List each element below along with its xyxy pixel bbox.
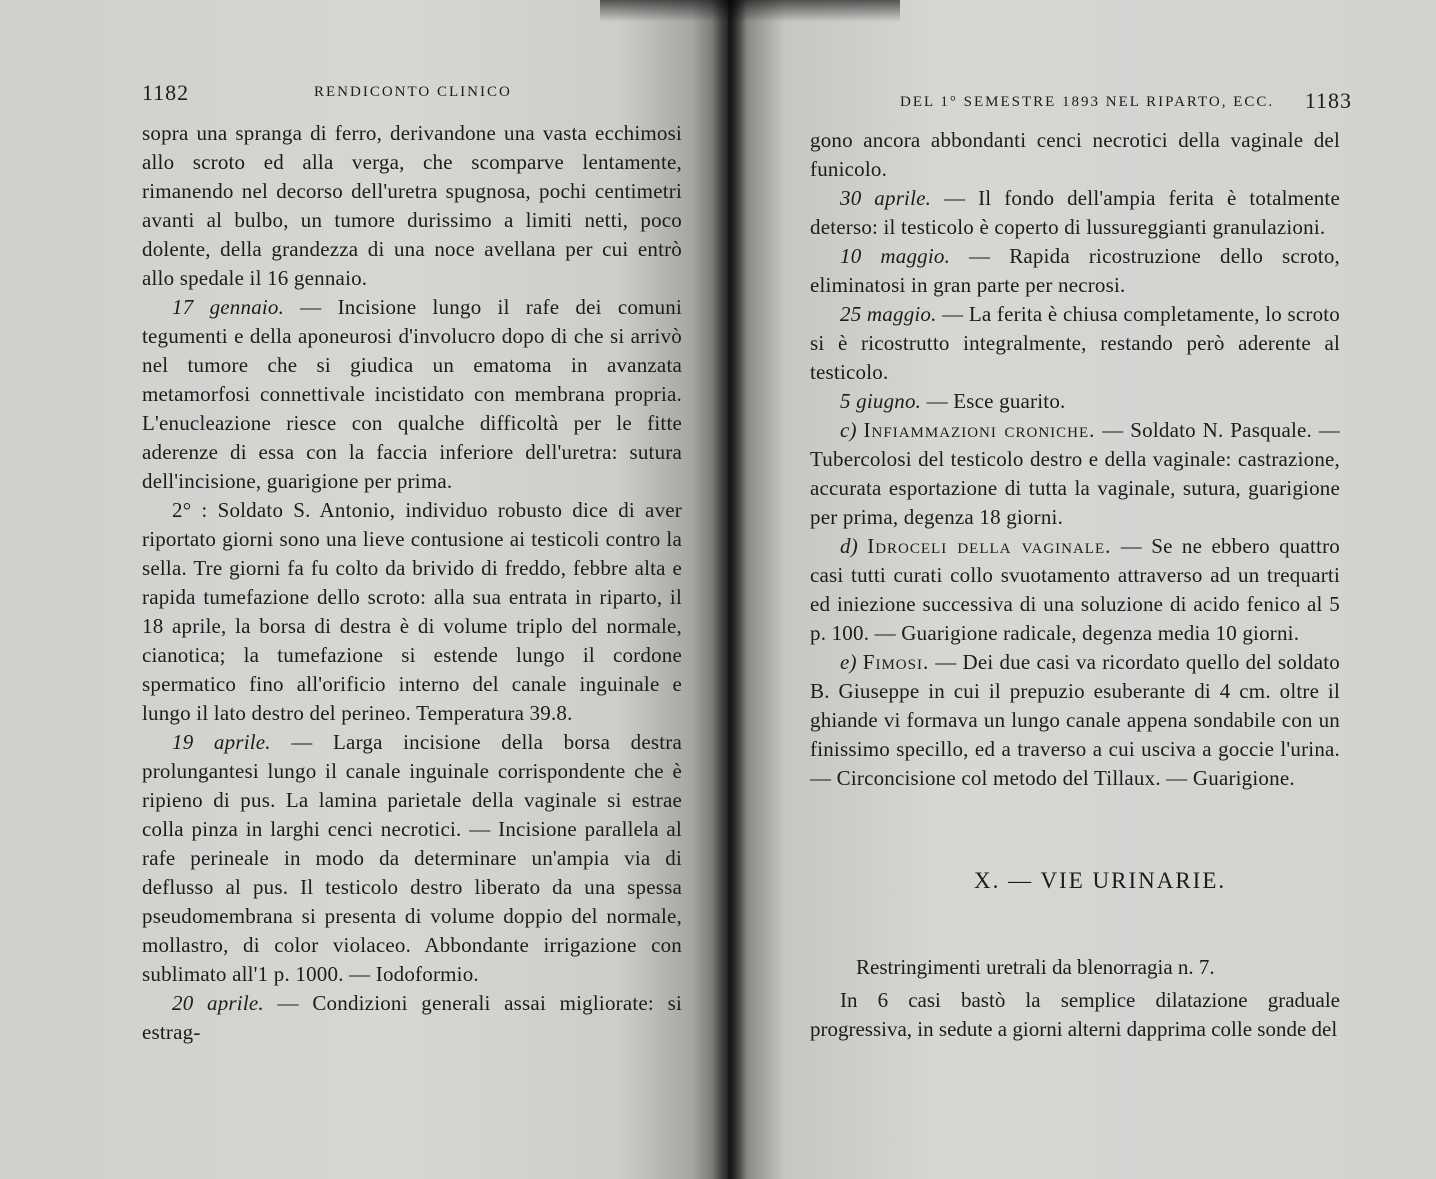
paragraph [810,648,1340,793]
paragraph [142,293,682,496]
paragraph [142,989,682,1047]
paragraph: 2° : Soldato S. Antonio, individuo robusto dice di aver riportato giorni sono una lieve contusione ai testicoli contro la sella. Tre giorni fa fu colto da brivido di freddo, febbre alta e rapida tumefazione dello scroto: alla sua entrata in riparto, il 18 aprile, la borsa di destra è di volume triplo del normale, cianotica; la tumefazione si estende lungo il cordone spermatico fino all'orificio interno del canale inguinale e lungo il lato destro del perineo. Temperatura 39.8. [142,498,682,725]
paragraph-text: — Condizioni generali assai migliorate: si estrag- [142,991,683,1044]
paragraph-text: — Esce guarito. [921,389,1066,413]
paragraph [810,300,1340,387]
item-letter: d) [840,534,858,558]
running-head: DEL 1° SEMESTRE 1893 NEL RIPARTO, ECC. [900,94,1275,110]
paragraph-text: — Il fondo dell'ampia ferita è totalmente deterso: il testicolo è coperto di lussureggianti granulazioni. [810,186,1340,239]
date-label: 30 aprile. [840,186,932,210]
date-label: 5 giugno. [840,389,922,413]
subheading: Restringimenti uretrali da blenorragia n. 7. [856,955,1215,979]
paragraph [810,416,1340,532]
paragraph-text: In 6 casi bastò la semplice dilatazione graduale progressiva, in sedute a giorni alterni dapprima colle sonde del [810,988,1340,1041]
paragraph-text: — Soldato N. Pasquale. — Tubercolosi del testicolo destro e della vaginale: castrazione, accurata esportazione di tutta la vaginale, sutura, guarigione per prima, degenza 18 giorni. [810,418,1341,529]
paragraph: gono ancora abbondanti cenci necrotici della vaginale del funicolo. [810,128,1340,181]
date-label: 19 aprile. [172,730,271,754]
page-number: 1182 [142,80,190,105]
paragraph [810,184,1340,242]
date-label: 17 gennaio. [172,295,285,319]
item-heading: Infiammazioni croniche. [863,418,1096,442]
page-number: 1183 [1304,88,1352,113]
left-body-text [142,119,682,1047]
date-label: 10 maggio. [840,244,951,268]
paragraph-text: — Dei due casi va ricordato quello del soldato B. Giuseppe in cui il prepuzio esuberante di 4 cm. oltre il ghiande vi formava un lungo canale appena sondabile con un finissimo specillo, ed a traverso a cui usciva a goccie l'urina. — Circoncisione col metodo del Tillaux. — Guarigione. [810,650,1340,790]
item-heading: Fimosi. [862,650,930,674]
right-page [728,0,1436,1179]
right-body-text [810,126,1340,793]
item-heading: Idroceli della vaginale. [867,534,1112,558]
item-letter: e) [840,650,857,674]
paragraph-text: — Rapida ricostruzione dello scroto, eliminatosi in gran parte per necrosi. [810,244,1340,297]
paragraph-text: — La ferita è chiusa completamente, lo scroto si è ricostrutto integralmente, restando però aderente al testicolo. [810,302,1340,384]
paragraph [142,728,682,989]
section-title: X. — VIE URINARIE. [974,868,1227,893]
paragraph-text: — Larga incisione della borsa destra prolungantesi lungo il canale inguinale corrispondente che è ripieno di pus. La lamina parietale della vaginale si estrae colla pinza in larghi cenci necrotici. — Incisione parallela al rafe perineale in modo da determinare un'ampia via di deflusso al pus. Il testicolo destro liberato da una spessa pseudomembrana si presenta di volume doppio del normale, mollastro, di color violaceo. Abbondante irrigazione con sublimato all'1 p. 1000. — Iodoformio. [142,730,682,986]
closing-paragraph [810,986,1340,1044]
paragraph-text: — Incisione lungo il rafe dei comuni tegumenti e della aponeurosi d'involucro dopo di che si arrivò nel tumore che si giudica un ematoma in avanzata metamorfosi connettivale incistidato con membrana propria. L'enucleazione riesce con qualche difficoltà per le fitte aderenze di essa con la faccia inferiore dell'uretra: sutura dell'incisione, guarigione per prima. [142,295,683,493]
date-label: 25 maggio. [840,302,937,326]
paragraph [810,532,1340,648]
paragraph [810,387,1340,416]
item-letter: c) [840,418,857,442]
paragraph [810,242,1340,300]
paragraph-text: — Se ne ebbero quattro casi tutti curati collo svuotamento attraverso ad un trequarti ed iniezione successiva di una soluzione di acido fenico al 5 p. 100. — Guarigione radicale, degenza media 10 giorni. [810,534,1340,645]
running-head: RENDICONTO CLINICO [314,84,512,100]
top-shadow [600,0,900,22]
date-label: 20 aprile. [172,991,264,1015]
paragraph: sopra una spranga di ferro, derivandone una vasta ecchimosi allo scroto ed alla verga, che scomparve lentamente, rimanendo nel decorso dell'uretra spugnosa, pochi centimetri avanti al bulbo, un tumore durissimo a limiti netti, poco dolente, della grandezza di una noce avellana per cui entrò allo spedale il 16 gennaio. [142,121,682,290]
